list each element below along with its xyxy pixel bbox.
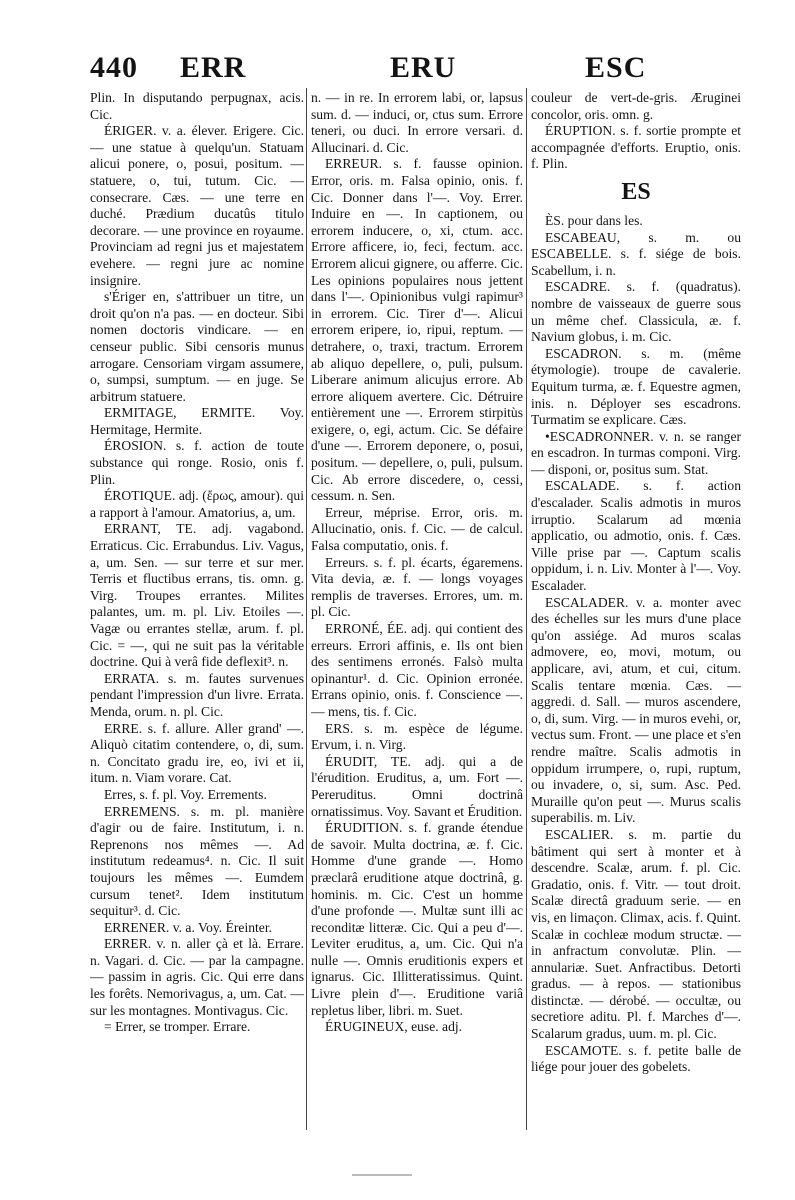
dictionary-entry: = Errer, se tromper. Errare.	[104, 1019, 251, 1035]
running-head-left: ERR	[180, 51, 247, 84]
dictionary-entry: ERRATA. s. m. fautes survenues pendant l'impression d'un livre. Errata. Menda, orum. n. pl. Cic.	[90, 670, 304, 719]
dictionary-entry: ESCADRE. s. f. (quadratus). nombre de vaisseaux de guerre sous un même chef. Classicula, æ. f. Navium globus, i. m. Cic.	[531, 279, 741, 345]
dictionary-entry: ERRONÉ, ÉE. adj. qui contient des erreurs. Errori affinis, e. Ils ont bien des sentimens erronés. Falsò multa opinantur¹. d. Cic. Opinion erronée. Errans opinio, onis. f. Conscience —. — mens, tis. f. Cic.	[311, 621, 523, 719]
dictionary-entry: Erreur, méprise. Error, oris. m. Allucinatio, onis. f. Cic. — de calcul. Falsa computatio, onis. f.	[311, 504, 523, 554]
continued-text: couleur de vert-de-gris. Æruginei concolor, oris. omn. g.	[531, 90, 741, 122]
dictionary-entry: ERRE. s. f. allure. Aller grand' —. Aliquò citatim contendere, o, di, sum. n. Concitato gradu ire, eo, ivi et ii, itum. n. Viam vorare. Cat.	[90, 720, 304, 786]
dictionary-entry: ÉRUGINEUX, euse. adj.	[325, 1019, 463, 1035]
dictionary-entry: ÉROSION. s. f. action de toute substance qui ronge. Rosio, onis f. Plin.	[90, 438, 304, 487]
dictionary-entry: Erreurs. s. f. pl. écarts, égaremens. Vita devia, æ. f. — longs voyages remplis de traverses. Errores, um. m. pl. Cic.	[311, 554, 523, 620]
column-rule	[306, 88, 307, 1130]
dictionary-entry: ESCADRON. s. m. (même étymologie). troupe de cavalerie. Equitum turma, æ. f. Equestre agmen, inis. n. Déployer ses escadrons. Turmatim se explicare. Cæs.	[531, 345, 741, 428]
dictionary-entry: ERMITAGE, ERMITE. Voy. Hermitage, Hermite.	[90, 405, 304, 437]
dictionary-entry: ÉRUDIT, TE. adj. qui a de l'érudition. Eruditus, a, um. Fort —. Pereruditus. Omni doctrinâ ornatissimus. Voy. Savant et Érudition.	[311, 753, 523, 819]
continued-text: n. — in re. In errorem labi, or, lapsus sum. d. — induci, or, ctus sum. Errore teneri, ou duci. In errore versari. d. Allucinari. d. Cic.	[311, 90, 523, 155]
dictionary-entry: ESCALIER. s. m. partie du bâtiment qui sert à monter et à descendre. Scalæ, arum. f. pl. Cic. Gradatio, onis. f. Vitr. — tout droit. Scalæ directâ graduum serie. — en vis, en limaçon. Climax, acis. f. Quint. Scalæ in cochleæ modum structæ. — in anfractum convolutæ. Plin. — annulariæ. Suet. Anfractibus. Detorti gradus. — à repos. — stationibus distinctæ. — dérobé. — occultæ, ou secretiore aditu. Pl. f. Marches d'—. Scalarum gradus, uum. m. pl. Cic.	[531, 826, 741, 1042]
dictionary-entry: ÉRUDITION. s. f. grande étendue de savoir. Multa doctrina, æ. f. Cic. Homme d'une grande —. Homo præclarâ eruditione atque doctrinâ, g. hominis. m. Cic. C'est un homme d'une profonde —. Multæ sunt illi ac reconditæ litteræ. Cic. Qui a peu d'—. Leviter eruditus, a, um. Cic. Qui n'a nulle —. Omnis eruditionis expers et ignarus. Cic. Illitteratissimus. Quint. Livre plein d'—. Eruditione variâ repletus liber, libri. m. Suet.	[311, 820, 523, 1018]
column-2	[311, 90, 523, 1135]
dictionary-entry: ERREUR. s. f. fausse opinion. Error, oris. m. Falsa opinio, onis. f. Cic. Donner dans l'—. Voy. Errer. Induire en —. In captionem, ou errorem inducere, o, xi, ctum. acc. Errore afficere, io, feci, fectum. acc. Errorem alicui gignere, ou afferre. Cic. Les opinions populaires nous jettent dans l'—. Opinionibus vulgi rapimur³ in errorem. Cic. Tirer d'—. Alicui errorem eripere, io, ripui, reptum. — detrahere, o, traxi, tractum. Errorem ab aliquo depellere, o, puli, pulsum. Liberare animum alicujus errore. Ab errore aliquem avertere. Cic. Détruire entièrement une —. Errorem stirpitùs exigere, o, egi, actum. Cic. Se défaire d'une —. Errorem deponere, o, posui, positum. — depellere, o, puli, pulsum. Cic. Ab errore discedere, o, cessi, cessum. n. Sen.	[311, 156, 523, 504]
column-rule	[526, 88, 527, 1130]
dictionary-entry: ERRANT, TE. adj. vagabond. Erraticus. Cic. Errabundus. Liv. Vagus, a, um. Sen. — sur terre et sur mer. Terris et fluctibus errans, tis. omn. g. Virg. Troupes errantes. Milites palantes, um. m. pl. Liv. Etoiles —. Vagæ ou errantes stellæ, arum. f. pl. Cic. = —, qui ne suit pas la véritable doctrine. Qui à verâ fide deflexit³. n.	[90, 521, 304, 670]
footer-mark	[352, 1174, 412, 1176]
dictionary-entry: •ESCADRONNER. v. n. se ranger en escadron. In turmas componi. Virg. — disponi, or, positus sum. Stat.	[531, 428, 741, 477]
running-head-right: ESC	[585, 51, 647, 84]
column-3	[531, 90, 741, 1135]
dictionary-entry: ESCABEAU, s. m. ou ESCABELLE. s. f. siége de bois. Scabellum, i. n.	[531, 229, 741, 278]
continued-text: Plin. In disputando perpugnax, acis. Cic.	[90, 90, 304, 122]
dictionary-entry: ESCALADER. v. a. monter avec des échelles sur les murs d'une place qu'on assiége. Ad muros scalas admovere, eo, movi, motum, ou applicare, avi, atum, et cui, citum. Scalis tentare mœnia. Cæs. — aggredi. d. Sall. — muros ascendere, o, di, sum. Virg. — in muros evehi, or, vectus sum. Front. — une place et s'en rendre maître. Scalis admotis in oppidum irrumpere, o, rupi, ruptum, ou invadere, o, si, sum. Asc. Ped. Muraille qu'on peut —. Murus scalis superabilis. m. Liv.	[531, 594, 741, 826]
dictionary-entry: ÉROTIQUE. adj. (ἔρως, amour). qui a rapport à l'amour. Amatorius, a, um.	[90, 488, 304, 520]
dictionary-entry: ERREMENS. s. m. pl. manière d'agir ou de faire. Institutum, i. n. Reprenons nos mêmes —. Ad institutum redeamus⁴. n. Cic. Il suit toujours les mêmes —. Eumdem cursum tenet². Idem institutum sequitur³. d. Cic.	[90, 803, 304, 919]
column-1	[90, 90, 304, 1135]
dictionary-entry: ERS. s. m. espèce de légume. Ervum, i. n. Virg.	[311, 720, 523, 753]
dictionary-entry: ERRENER. v. a. Voy. Éreinter.	[104, 919, 273, 935]
dictionary-entry: ÈS. pour dans les.	[545, 212, 643, 228]
running-head-center: ERU	[390, 51, 457, 84]
dictionary-entry: ERRER. v. n. aller çà et là. Errare. n. Vagari. d. Cic. — par la campagne. — passim in agris. Cic. Qui erre dans les forêts. Nemorivagus, a, um. Cat. — sur les montagnes. Montivagus. Cic.	[90, 936, 304, 1018]
page-number: 440	[90, 51, 138, 84]
dictionary-entry: ÉRUPTION. s. f. sortie prompte et accompagnée d'efforts. Eruptio, onis. f. Plin.	[531, 123, 741, 172]
section-heading: ES	[621, 178, 651, 205]
dictionary-entry: ÉRIGER. v. a. élever. Erigere. Cic. — une statue à quelqu'un. Statuam alicui ponere, o, posui, positum. — statuere, o, tui, tutum. Cic. — consecrare. Cæs. — une terre en duché. Prædium ducatûs titulo decorare. — une province en royaume. Provinciam ad regni jus et majestatem evehere. — regni jure ac nomine insignire.	[90, 123, 304, 288]
dictionary-entry: s'Ériger en, s'attribuer un titre, un droit qu'on n'a pas. — en docteur. Sibi nomen doctoris vindicare. — en censeur public. Sibi censoris munus arrogare. Censoriam virgam assumere, o, sumpsi, sumptum. — en juge. Se arbitrum statuere.	[90, 289, 304, 404]
dictionary-entry: Erres, s. f. pl. Voy. Errements.	[104, 786, 267, 802]
dictionary-entry: ESCAMOTE. s. f. petite balle de liége pour jouer des gobelets.	[531, 1042, 741, 1075]
dictionary-entry: ESCALADE. s. f. action d'escalader. Scalis admotis in muros irruptio. Scalarum ad mœnia applicatio, ou admotio, onis. f. Cæs. Ville prise par —. Captum scalis oppidum, i. n. Liv. Monter à l'—. Voy. Escalader.	[531, 478, 741, 594]
